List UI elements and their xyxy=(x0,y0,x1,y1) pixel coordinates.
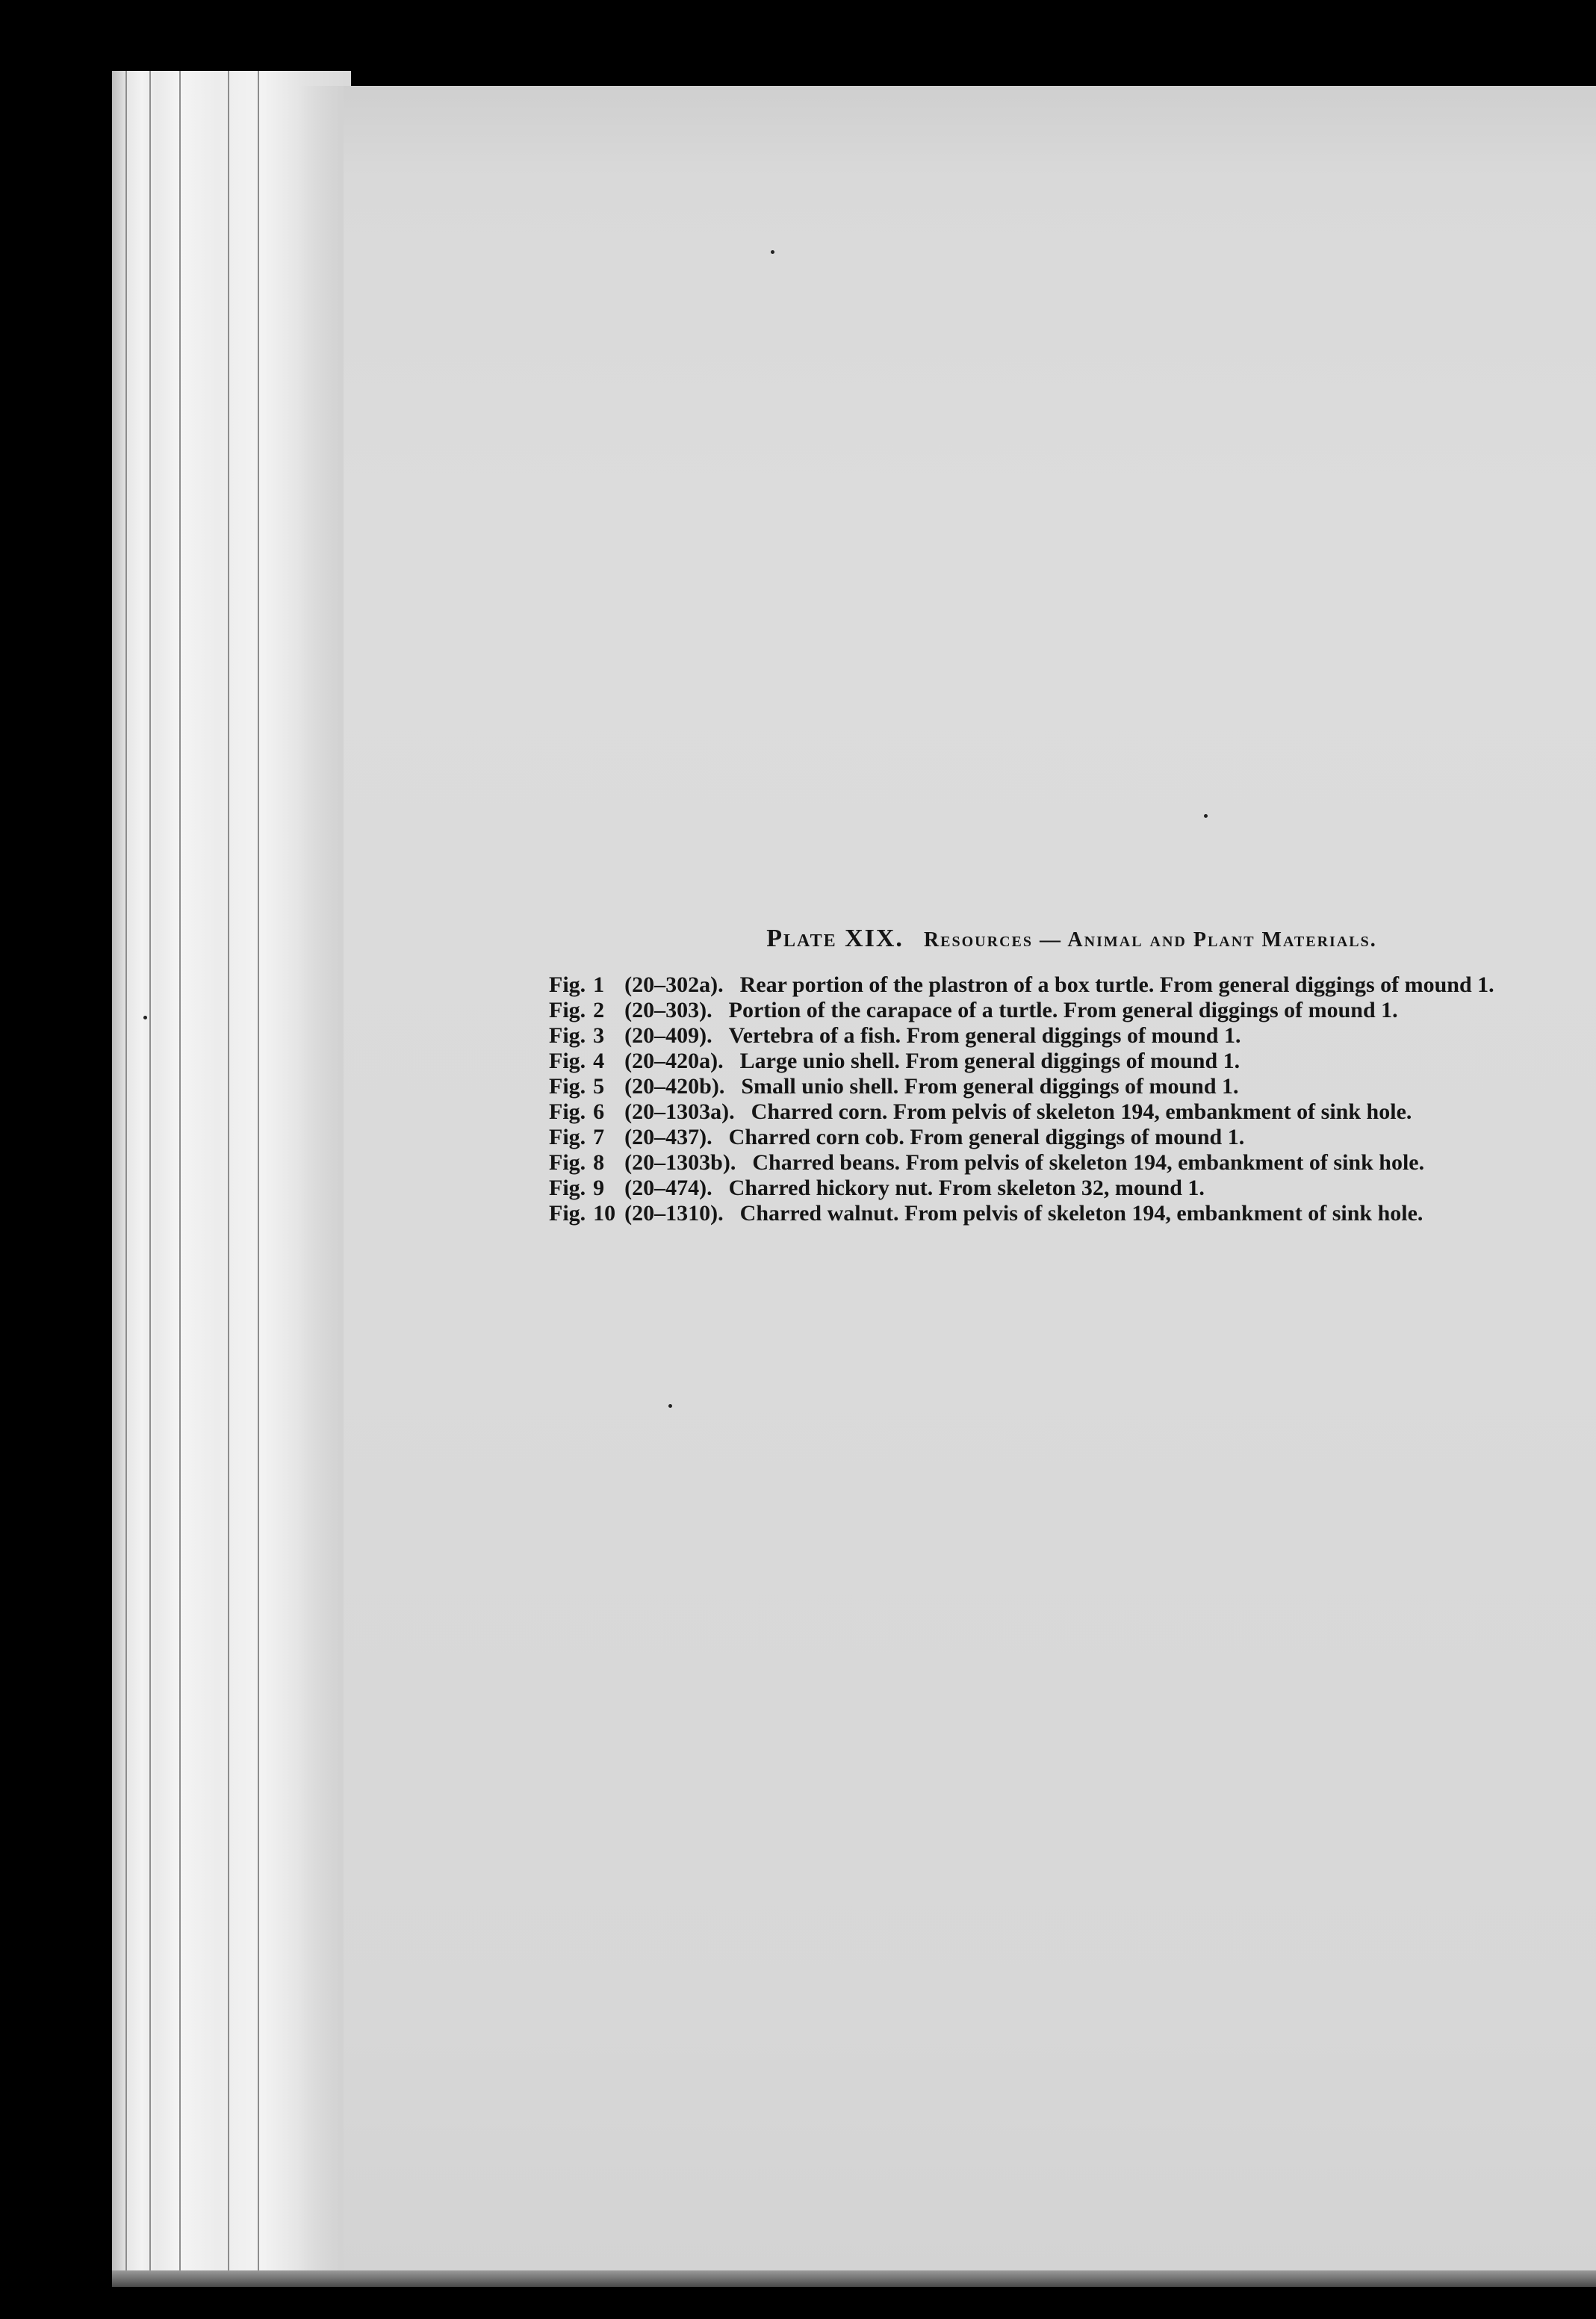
figure-description: Rear portion of the plastron of a box turtle. From general diggings of mound 1. xyxy=(739,972,1494,997)
plate-title xyxy=(579,926,1565,953)
catalog-number: (20–1303b). xyxy=(624,1150,736,1175)
figure-entry xyxy=(489,1150,1565,1176)
scan-speck xyxy=(143,1016,147,1019)
figure-label: Fig. xyxy=(549,1099,586,1124)
figure-label: Fig. xyxy=(549,1049,586,1073)
book-bottom-edge xyxy=(112,2270,1596,2287)
catalog-number: (20–420b). xyxy=(624,1074,725,1099)
figure-label: Fig. xyxy=(549,1176,586,1200)
figure-number: 7 xyxy=(593,1125,605,1149)
catalog-number: (20–302a). xyxy=(624,972,724,997)
catalog-number: (20–409). xyxy=(624,1023,712,1048)
catalog-number: (20–420a). xyxy=(624,1049,724,1073)
figure-label: Fig. xyxy=(549,1150,586,1175)
figure-description: Small unio shell. From general diggings of mound 1. xyxy=(741,1074,1239,1099)
page-edge-line xyxy=(258,71,259,2274)
figure-entry xyxy=(489,1049,1565,1074)
figure-lead xyxy=(489,1150,736,1176)
figure-label: Fig. xyxy=(549,972,586,997)
figure-number: 10 xyxy=(593,1201,616,1226)
page-edge-line xyxy=(179,71,181,2274)
scan-speck xyxy=(771,250,774,254)
figure-label: Fig. xyxy=(549,1074,586,1099)
figure-lead xyxy=(489,1176,712,1201)
figure-lead xyxy=(489,1049,724,1074)
catalog-number: (20–303). xyxy=(624,998,712,1022)
figure-number: 8 xyxy=(593,1150,605,1175)
catalog-number: (20–1303a). xyxy=(624,1099,735,1124)
scan-speck xyxy=(668,1404,672,1408)
figure-description: Vertebra of a fish. From general diggings of mound 1. xyxy=(728,1023,1241,1048)
figure-lead xyxy=(489,972,724,998)
figure-lead xyxy=(489,1201,724,1226)
plate-caption-block xyxy=(489,926,1565,1226)
figure-number: 9 xyxy=(593,1176,605,1200)
figure-description: Charred corn. From pelvis of skeleton 194, embankment of sink hole. xyxy=(751,1099,1412,1124)
figure-entry xyxy=(489,1099,1565,1125)
figure-entry xyxy=(489,1125,1565,1150)
figure-lead xyxy=(489,1074,724,1099)
figure-lead xyxy=(489,1125,712,1150)
catalog-number: (20–437). xyxy=(624,1125,712,1149)
figure-description: Large unio shell. From general diggings of mound 1. xyxy=(739,1049,1241,1073)
figure-lead xyxy=(489,1099,735,1125)
figure-label: Fig. xyxy=(549,1125,586,1149)
figure-number: 4 xyxy=(593,1049,605,1073)
figure-number: 3 xyxy=(593,1023,605,1048)
figure-description: Portion of the carapace of a turtle. From general diggings of mound 1. xyxy=(728,998,1398,1022)
figure-number: 2 xyxy=(593,998,605,1022)
page-edge-line xyxy=(149,71,151,2274)
figure-description: Charred walnut. From pelvis of skeleton 194, embankment of sink hole. xyxy=(739,1201,1423,1226)
page-edge-line xyxy=(125,71,127,2274)
figure-number: 1 xyxy=(593,972,605,997)
figure-description: Charred hickory nut. From skeleton 32, mound 1. xyxy=(728,1176,1205,1200)
figure-entry xyxy=(489,1201,1565,1226)
figure-description: Charred corn cob. From general diggings of mound 1. xyxy=(728,1125,1245,1149)
scan-speck xyxy=(1204,814,1208,818)
catalog-number: (20–1310). xyxy=(624,1201,724,1226)
catalog-number: (20–474). xyxy=(624,1176,712,1200)
plate-number: Plate XIX. xyxy=(766,925,904,952)
figure-lead xyxy=(489,1023,712,1049)
figure-entry xyxy=(489,1023,1565,1049)
figure-label: Fig. xyxy=(549,998,586,1022)
figure-number: 5 xyxy=(593,1074,605,1099)
figure-number: 6 xyxy=(593,1099,605,1124)
figure-description: Charred beans. From pelvis of skeleton 194, embankment of sink hole. xyxy=(752,1150,1425,1175)
figure-entry xyxy=(489,998,1565,1023)
figure-entry xyxy=(489,972,1565,998)
plate-heading: Resources — Animal and Plant Materials. xyxy=(923,928,1377,951)
figure-entry xyxy=(489,1176,1565,1201)
page-edge-line xyxy=(228,71,229,2274)
figure-label: Fig. xyxy=(549,1023,586,1048)
figure-entry xyxy=(489,1074,1565,1099)
figure-label: Fig. xyxy=(549,1201,586,1226)
figure-lead xyxy=(489,998,712,1023)
figure-list xyxy=(489,972,1565,1226)
